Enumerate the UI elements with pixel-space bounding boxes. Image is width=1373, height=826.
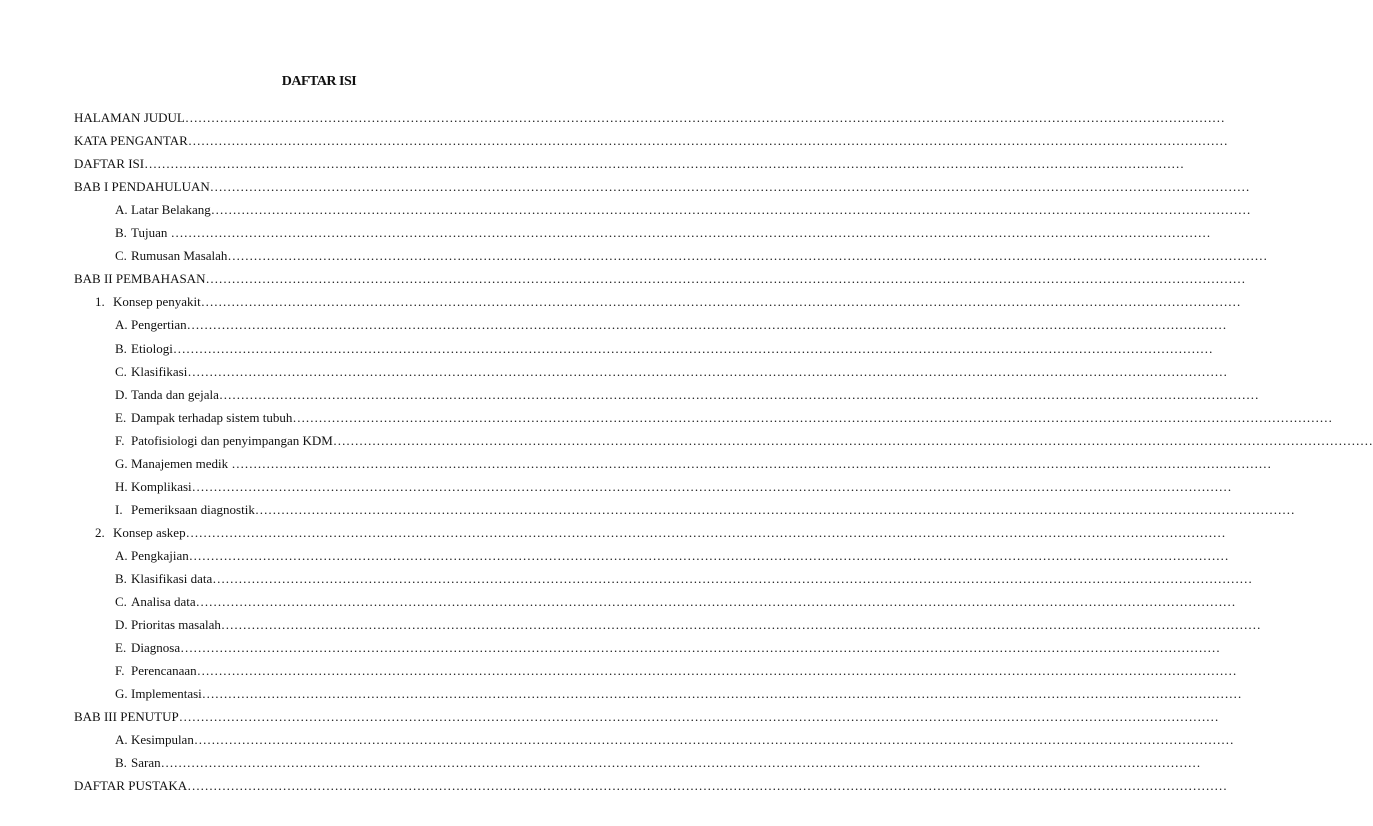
toc-entry-label: Konsep penyakit <box>113 294 201 310</box>
toc-leader-dots: …………………………………………………………………………………………………………………………………………………………………………………………………………………… <box>332 432 1373 448</box>
toc-leader-dots: …………………………………………………………………………………………………………………………………………………………………………………………………………………… <box>178 709 1219 725</box>
toc-entry <box>115 499 1295 521</box>
toc-leader-dots: …………………………………………………………………………………………………………………………………………………………………………………………………………………… <box>212 571 1253 586</box>
toc-entry <box>74 130 1228 152</box>
toc-entry-label: Rumusan Masalah <box>131 248 228 264</box>
toc-leader-dots: …………………………………………………………………………………………………………………………………………………………………………………………………………………… <box>231 455 1272 471</box>
toc-entry <box>115 384 1259 406</box>
toc-entry <box>115 476 1232 498</box>
toc-entry-marker: A. <box>115 732 128 748</box>
toc-entry <box>74 775 1228 797</box>
toc-leader-dots: …………………………………………………………………………………………………………………………………………………………………………………………………………………… <box>220 617 1261 633</box>
page-title: DAFTAR ISI <box>281 74 357 89</box>
toc-entry-label: DAFTAR ISI <box>74 156 145 172</box>
toc-entry-marker: G. <box>115 455 128 471</box>
toc-entry-label: Klasifikasi <box>131 363 188 379</box>
toc-entry-marker: B. <box>115 571 127 586</box>
toc-entry-marker: A. <box>115 202 128 218</box>
toc-entry-label: Implementasi <box>131 686 202 702</box>
toc-entry-label: Tanda dan gejala <box>131 386 219 402</box>
toc-entry-label: Patofisiologi dan penyimpangan KDM <box>131 432 333 448</box>
toc-entry <box>115 314 1227 336</box>
toc-entry-marker: E. <box>115 640 127 656</box>
toc-entry-label: Analisa data <box>131 594 196 610</box>
toc-entry-marker: C. <box>115 594 127 610</box>
toc-entry <box>115 614 1261 636</box>
toc-entry-label: Pemeriksaan diagnostik <box>131 501 255 517</box>
toc-leader-dots: …………………………………………………………………………………………………………………………………………………………………………………………………………………… <box>144 156 1185 172</box>
toc-entry-marker: D. <box>115 617 128 633</box>
toc-entry <box>115 729 1234 751</box>
toc-entry-label: Dampak terhadap sistem tubuh <box>131 409 293 425</box>
toc-leader-dots: …………………………………………………………………………………………………………………………………………………………………………………………………………………… <box>227 248 1268 264</box>
toc-entry <box>74 107 1225 129</box>
toc-entry-label: Manajemen medik <box>131 455 232 471</box>
toc-entry-marker: B. <box>115 755 127 771</box>
toc-entry <box>74 176 1250 198</box>
toc-leader-dots: …………………………………………………………………………………………………………………………………………………………………………………………………………………… <box>201 686 1242 702</box>
toc-leader-dots: …………………………………………………………………………………………………………………………………………………………………………………………………………………… <box>205 271 1246 287</box>
toc-entry-marker: B. <box>115 340 127 356</box>
toc-leader-dots: …………………………………………………………………………………………………………………………………………………………………………………………………………………… <box>191 478 1232 494</box>
toc-entry-label: HALAMAN JUDUL <box>74 110 185 125</box>
toc-entry-marker: A. <box>115 317 128 333</box>
toc-entry <box>115 338 1213 360</box>
toc-leader-dots: …………………………………………………………………………………………………………………………………………………………………………………………………………………… <box>193 732 1234 748</box>
toc-entry <box>115 222 1211 244</box>
toc-entry-label: Konsep askep <box>113 524 186 540</box>
toc-leader-dots: …………………………………………………………………………………………………………………………………………………………………………………………………………………… <box>186 317 1227 333</box>
toc-entry-label: Diagnosa <box>131 640 181 656</box>
toc-leader-dots: …………………………………………………………………………………………………………………………………………………………………………………………………………………… <box>195 594 1236 610</box>
toc-leader-dots: …………………………………………………………………………………………………………………………………………………………………………………………………………………… <box>292 409 1333 425</box>
toc-entry <box>115 660 1237 682</box>
toc-entry <box>115 430 1373 452</box>
toc-leader-dots: …………………………………………………………………………………………………………………………………………………………………………………………………………………… <box>254 501 1295 517</box>
toc-entry <box>95 522 1226 544</box>
toc-entry <box>74 706 1219 728</box>
toc-entry-label: Kesimpulan <box>131 732 194 748</box>
toc-leader-dots: …………………………………………………………………………………………………………………………………………………………………………………………………………………… <box>188 547 1229 563</box>
toc-leader-dots: …………………………………………………………………………………………………………………………………………………………………………………………………………………… <box>172 340 1213 356</box>
toc-entry <box>115 591 1236 613</box>
toc-entry-marker: C. <box>115 363 127 379</box>
toc-entry <box>115 453 1272 475</box>
toc-entry-marker: F. <box>115 432 125 448</box>
toc-leader-dots: …………………………………………………………………………………………………………………………………………………………………………………………………………………… <box>187 363 1228 379</box>
toc-entry-marker: D. <box>115 386 128 402</box>
toc-entry-label: Pengkajian <box>131 547 189 563</box>
toc-entry <box>95 291 1241 313</box>
toc-leader-dots: …………………………………………………………………………………………………………………………………………………………………………………………………………………… <box>187 778 1228 794</box>
toc-entry-label: Tujuan <box>131 225 171 241</box>
toc-entry-marker: E. <box>115 409 127 425</box>
toc-leader-dots: …………………………………………………………………………………………………………………………………………………………………………………………………………………… <box>196 663 1237 679</box>
toc-entry-label: Etiologi <box>131 340 173 356</box>
toc-entry-marker: C. <box>115 248 127 264</box>
toc-entry <box>115 407 1333 429</box>
toc-entry-marker: H. <box>115 478 128 494</box>
toc-entry-marker: G. <box>115 686 128 702</box>
toc-entry-marker: B. <box>115 225 127 241</box>
toc-entry <box>115 752 1201 774</box>
toc-entry-label: Pengertian <box>131 317 187 333</box>
toc-entry-marker: A. <box>115 547 128 563</box>
toc-entry-label: BAB II PEMBAHASAN <box>74 271 206 287</box>
toc-leader-dots: …………………………………………………………………………………………………………………………………………………………………………………………………………………… <box>209 179 1250 195</box>
toc-leader-dots: …………………………………………………………………………………………………………………………………………………………………………………………………………………… <box>187 133 1228 149</box>
toc-entry-label: Prioritas masalah <box>131 617 221 633</box>
toc-leader-dots: …………………………………………………………………………………………………………………………………………………………………………………………………………………… <box>185 524 1226 540</box>
toc-entry-marker: 1. <box>95 294 105 310</box>
toc-entry <box>115 545 1229 567</box>
toc-leader-dots: …………………………………………………………………………………………………………………………………………………………………………………………………………………… <box>210 202 1251 218</box>
toc-entry-label: KATA PENGANTAR <box>74 133 188 149</box>
toc-entry-marker: I. <box>115 501 123 517</box>
toc-entry-label: Komplikasi <box>131 478 192 494</box>
toc-entry <box>115 361 1228 383</box>
toc-entry-label: Klasifikasi data <box>131 571 213 586</box>
toc-entry-label: DAFTAR PUSTAKA <box>74 778 188 794</box>
toc-entry <box>74 268 1246 290</box>
toc-entry-label: Latar Belakang <box>131 202 211 218</box>
toc-leader-dots: …………………………………………………………………………………………………………………………………………………………………………………………………………………… <box>218 386 1259 402</box>
toc-leader-dots: …………………………………………………………………………………………………………………………………………………………………………………………………………………… <box>160 755 1201 771</box>
toc-entry <box>115 637 1221 659</box>
toc-entry-label: BAB III PENUTUP <box>74 709 179 725</box>
toc-leader-dots: …………………………………………………………………………………………………………………………………………………………………………………………………………………… <box>184 110 1225 125</box>
toc-entry <box>115 683 1242 705</box>
toc-entry <box>115 245 1268 267</box>
toc-entry-label: BAB I PENDAHULUAN <box>74 179 210 195</box>
toc-leader-dots: …………………………………………………………………………………………………………………………………………………………………………………………………………………… <box>180 640 1221 656</box>
toc-leader-dots: …………………………………………………………………………………………………………………………………………………………………………………………………………………… <box>170 225 1211 241</box>
toc-entry-marker: F. <box>115 663 125 679</box>
toc-entry <box>115 199 1251 221</box>
toc-entry-label: Perencanaan <box>131 663 197 679</box>
toc-entry <box>115 568 1253 590</box>
toc-entry-label: Saran <box>131 755 161 771</box>
toc-entry-marker: 2. <box>95 524 105 540</box>
toc-leader-dots: …………………………………………………………………………………………………………………………………………………………………………………………………………………… <box>200 294 1241 310</box>
toc-entry <box>74 153 1185 175</box>
